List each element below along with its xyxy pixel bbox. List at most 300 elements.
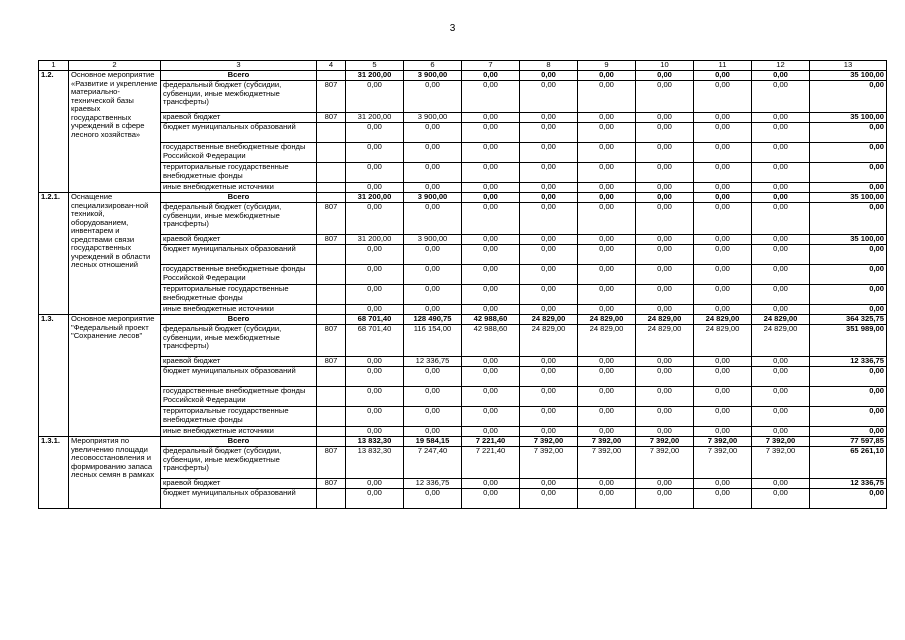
funding-source-label: бюджет муниципальных образований — [161, 367, 317, 387]
total-value: 12 336,75 — [810, 479, 887, 489]
table-row — [39, 203, 887, 235]
header-cell: 2 — [69, 61, 161, 71]
year-value: 0,00 — [752, 245, 810, 265]
kbk-code — [317, 367, 346, 387]
funding-source-label: территориальные государственные внебюджетные фонды — [161, 163, 317, 183]
year-value: 0,00 — [752, 479, 810, 489]
year-value: 0,00 — [752, 357, 810, 367]
year-value: 0,00 — [636, 71, 694, 81]
total-value: 35 100,00 — [810, 193, 887, 203]
total-value: 364 325,75 — [810, 315, 887, 325]
total-value: 35 100,00 — [810, 71, 887, 81]
kbk-code — [317, 265, 346, 285]
funding-source-label: Всего — [161, 71, 317, 81]
year-value: 7 221,40 — [462, 437, 520, 447]
table-row — [39, 387, 887, 407]
funding-source-label: государственные внебюджетные фонды Российской Федерации — [161, 143, 317, 163]
year-value: 0,00 — [462, 143, 520, 163]
header-cell: 3 — [161, 61, 317, 71]
year-value: 0,00 — [578, 235, 636, 245]
kbk-code: 807 — [317, 447, 346, 479]
year-value: 0,00 — [752, 183, 810, 193]
year-value: 0,00 — [636, 183, 694, 193]
year-value: 0,00 — [694, 113, 752, 123]
year-value: 0,00 — [404, 407, 462, 427]
total-value: 0,00 — [810, 387, 887, 407]
year-value: 0,00 — [404, 203, 462, 235]
funding-source-label: краевой бюджет — [161, 235, 317, 245]
year-value: 0,00 — [520, 357, 578, 367]
kbk-code — [317, 193, 346, 203]
year-value: 0,00 — [636, 81, 694, 113]
header-cell: 4 — [317, 61, 346, 71]
year-value: 0,00 — [578, 81, 636, 113]
funding-source-label: иные внебюджетные источники — [161, 427, 317, 437]
year-value: 7 392,00 — [694, 447, 752, 479]
year-value: 0,00 — [694, 183, 752, 193]
year-value: 0,00 — [404, 123, 462, 143]
total-value: 0,00 — [810, 245, 887, 265]
year-value: 0,00 — [404, 163, 462, 183]
header-cell: 11 — [694, 61, 752, 71]
year-value: 0,00 — [520, 81, 578, 113]
year-value: 0,00 — [694, 265, 752, 285]
funding-source-label: федеральный бюджет (субсидии, субвенции, иные межбюджетные трансферты) — [161, 325, 317, 357]
total-value: 0,00 — [810, 203, 887, 235]
table-row — [39, 285, 887, 305]
year-value: 0,00 — [694, 427, 752, 437]
year-value: 0,00 — [694, 305, 752, 315]
year-value: 0,00 — [520, 489, 578, 509]
year-value: 0,00 — [578, 407, 636, 427]
year-value: 0,00 — [520, 183, 578, 193]
year-value: 0,00 — [346, 305, 404, 315]
year-value: 0,00 — [346, 489, 404, 509]
table-row — [39, 143, 887, 163]
year-value: 0,00 — [578, 387, 636, 407]
kbk-code — [317, 387, 346, 407]
funding-source-label: Всего — [161, 315, 317, 325]
kbk-code — [317, 71, 346, 81]
year-value: 24 829,00 — [636, 315, 694, 325]
total-value: 0,00 — [810, 305, 887, 315]
year-value: 7 221,40 — [462, 447, 520, 479]
year-value: 0,00 — [694, 193, 752, 203]
total-value: 0,00 — [810, 427, 887, 437]
table-row — [39, 183, 887, 193]
total-value: 35 100,00 — [810, 235, 887, 245]
section-name: Мероприятия по увеличению площади лесовосстановления и формированию запаса лесных семян в рамках — [69, 437, 161, 509]
year-value: 0,00 — [694, 489, 752, 509]
year-value: 0,00 — [694, 245, 752, 265]
header-cell: 8 — [520, 61, 578, 71]
year-value: 7 392,00 — [578, 437, 636, 447]
year-value: 0,00 — [578, 113, 636, 123]
year-value: 3 900,00 — [404, 193, 462, 203]
year-value: 0,00 — [578, 163, 636, 183]
year-value: 0,00 — [462, 113, 520, 123]
year-value: 7 392,00 — [636, 447, 694, 479]
year-value: 0,00 — [752, 203, 810, 235]
year-value: 0,00 — [346, 163, 404, 183]
year-value: 0,00 — [752, 235, 810, 245]
total-value: 0,00 — [810, 123, 887, 143]
total-value: 0,00 — [810, 265, 887, 285]
year-value: 0,00 — [404, 285, 462, 305]
funding-source-label: иные внебюджетные источники — [161, 183, 317, 193]
year-value: 0,00 — [462, 235, 520, 245]
year-value: 7 392,00 — [694, 437, 752, 447]
kbk-code — [317, 183, 346, 193]
header-cell: 5 — [346, 61, 404, 71]
table-row — [39, 315, 887, 325]
year-value: 0,00 — [346, 203, 404, 235]
funding-source-label: федеральный бюджет (субсидии, субвенции, иные межбюджетные трансферты) — [161, 81, 317, 113]
year-value: 0,00 — [462, 387, 520, 407]
year-value: 0,00 — [752, 407, 810, 427]
year-value: 0,00 — [462, 245, 520, 265]
year-value: 0,00 — [752, 305, 810, 315]
section-name: Основное мероприятие «Развитие и укрепление материально-технической базы краевых государственных учреждений в сфере лесного хозяйства» — [69, 71, 161, 193]
year-value: 0,00 — [752, 163, 810, 183]
table-row — [39, 305, 887, 315]
year-value: 0,00 — [694, 357, 752, 367]
year-value: 24 829,00 — [578, 325, 636, 357]
header-cell: 9 — [578, 61, 636, 71]
year-value: 0,00 — [694, 143, 752, 163]
year-value: 0,00 — [636, 235, 694, 245]
year-value: 31 200,00 — [346, 235, 404, 245]
year-value: 0,00 — [346, 143, 404, 163]
year-value: 0,00 — [346, 407, 404, 427]
year-value: 0,00 — [346, 357, 404, 367]
year-value: 0,00 — [694, 71, 752, 81]
year-value: 0,00 — [752, 143, 810, 163]
year-value: 0,00 — [462, 183, 520, 193]
year-value: 0,00 — [346, 81, 404, 113]
year-value: 7 392,00 — [752, 437, 810, 447]
year-value: 0,00 — [346, 285, 404, 305]
year-value: 0,00 — [578, 203, 636, 235]
year-value: 0,00 — [578, 265, 636, 285]
year-value: 0,00 — [752, 265, 810, 285]
year-value: 0,00 — [694, 235, 752, 245]
kbk-code — [317, 437, 346, 447]
funding-source-label: иные внебюджетные источники — [161, 305, 317, 315]
page-number: 3 — [449, 23, 456, 34]
year-value: 0,00 — [520, 203, 578, 235]
year-value: 12 336,75 — [404, 357, 462, 367]
year-value: 0,00 — [752, 193, 810, 203]
table-row — [39, 325, 887, 357]
year-value: 0,00 — [694, 387, 752, 407]
year-value: 0,00 — [462, 479, 520, 489]
year-value: 0,00 — [346, 479, 404, 489]
year-value: 24 829,00 — [636, 325, 694, 357]
year-value: 0,00 — [636, 245, 694, 265]
year-value: 0,00 — [636, 143, 694, 163]
year-value: 0,00 — [404, 367, 462, 387]
year-value: 0,00 — [578, 143, 636, 163]
year-value: 7 392,00 — [636, 437, 694, 447]
year-value: 0,00 — [520, 193, 578, 203]
year-value: 12 336,75 — [404, 479, 462, 489]
header-cell: 10 — [636, 61, 694, 71]
kbk-code — [317, 305, 346, 315]
header-cell: 1 — [39, 61, 69, 71]
header-row — [39, 61, 887, 71]
year-value: 24 829,00 — [520, 325, 578, 357]
year-value: 7 247,40 — [404, 447, 462, 479]
kbk-code — [317, 489, 346, 509]
year-value: 0,00 — [462, 489, 520, 509]
year-value: 0,00 — [752, 367, 810, 387]
year-value: 0,00 — [636, 427, 694, 437]
year-value: 0,00 — [462, 367, 520, 387]
year-value: 0,00 — [752, 285, 810, 305]
kbk-code: 807 — [317, 357, 346, 367]
section-name: Оснащение специализирован-ной техникой, оборудованием, инвентарем и средствами связи государственных учреждений в области лесных отношений — [69, 193, 161, 315]
year-value: 0,00 — [520, 123, 578, 143]
year-value: 0,00 — [404, 81, 462, 113]
year-value: 0,00 — [520, 427, 578, 437]
kbk-code: 807 — [317, 81, 346, 113]
table-row — [39, 489, 887, 509]
year-value: 7 392,00 — [578, 447, 636, 479]
year-value: 0,00 — [520, 235, 578, 245]
kbk-code: 807 — [317, 113, 346, 123]
year-value: 0,00 — [694, 407, 752, 427]
table-row — [39, 265, 887, 285]
year-value: 0,00 — [404, 245, 462, 265]
year-value: 0,00 — [520, 285, 578, 305]
year-value: 0,00 — [636, 113, 694, 123]
year-value: 0,00 — [694, 479, 752, 489]
header-cell: 7 — [462, 61, 520, 71]
table-row — [39, 123, 887, 143]
year-value: 0,00 — [346, 427, 404, 437]
funding-source-label: государственные внебюджетные фонды Российской Федерации — [161, 265, 317, 285]
year-value: 0,00 — [752, 489, 810, 509]
year-value: 0,00 — [520, 113, 578, 123]
total-value: 0,00 — [810, 183, 887, 193]
funding-source-label: краевой бюджет — [161, 479, 317, 489]
funding-source-label: территориальные государственные внебюджетные фонды — [161, 407, 317, 427]
funding-source-label: краевой бюджет — [161, 357, 317, 367]
year-value: 0,00 — [578, 193, 636, 203]
kbk-code: 807 — [317, 479, 346, 489]
year-value: 0,00 — [520, 479, 578, 489]
year-value: 0,00 — [346, 265, 404, 285]
year-value: 0,00 — [578, 357, 636, 367]
total-value: 77 597,85 — [810, 437, 887, 447]
year-value: 0,00 — [578, 183, 636, 193]
year-value: 0,00 — [694, 203, 752, 235]
year-value: 0,00 — [404, 305, 462, 315]
total-value: 0,00 — [810, 285, 887, 305]
year-value: 7 392,00 — [520, 447, 578, 479]
year-value: 0,00 — [636, 163, 694, 183]
table-row — [39, 71, 887, 81]
kbk-code — [317, 315, 346, 325]
year-value: 0,00 — [636, 367, 694, 387]
year-value: 0,00 — [520, 265, 578, 285]
table-row — [39, 407, 887, 427]
year-value: 0,00 — [346, 183, 404, 193]
year-value: 0,00 — [520, 71, 578, 81]
year-value: 0,00 — [462, 203, 520, 235]
year-value: 7 392,00 — [752, 447, 810, 479]
total-value: 0,00 — [810, 407, 887, 427]
year-value: 128 490,75 — [404, 315, 462, 325]
year-value: 0,00 — [636, 407, 694, 427]
year-value: 0,00 — [636, 265, 694, 285]
year-value: 0,00 — [694, 367, 752, 387]
year-value: 0,00 — [462, 285, 520, 305]
table-row — [39, 81, 887, 113]
year-value: 0,00 — [636, 193, 694, 203]
year-value: 0,00 — [636, 489, 694, 509]
year-value: 0,00 — [520, 143, 578, 163]
section-code: 1.3.1. — [39, 437, 69, 509]
year-value: 116 154,00 — [404, 325, 462, 357]
year-value: 24 829,00 — [752, 325, 810, 357]
year-value: 0,00 — [404, 387, 462, 407]
year-value: 0,00 — [752, 123, 810, 143]
header-cell: 12 — [752, 61, 810, 71]
table-row — [39, 235, 887, 245]
kbk-code — [317, 163, 346, 183]
section-code: 1.3. — [39, 315, 69, 437]
year-value: 0,00 — [578, 427, 636, 437]
funding-source-label: территориальные государственные внебюджетные фонды — [161, 285, 317, 305]
funding-source-label: бюджет муниципальных образований — [161, 245, 317, 265]
year-value: 0,00 — [578, 489, 636, 509]
year-value: 0,00 — [694, 81, 752, 113]
year-value: 7 392,00 — [520, 437, 578, 447]
year-value: 0,00 — [752, 71, 810, 81]
kbk-code: 807 — [317, 325, 346, 357]
year-value: 0,00 — [578, 285, 636, 305]
funding-source-label: бюджет муниципальных образований — [161, 489, 317, 509]
funding-source-label: Всего — [161, 437, 317, 447]
year-value: 0,00 — [462, 305, 520, 315]
year-value: 0,00 — [636, 305, 694, 315]
total-value: 0,00 — [810, 81, 887, 113]
year-value: 0,00 — [636, 203, 694, 235]
year-value: 24 829,00 — [752, 315, 810, 325]
year-value: 0,00 — [404, 143, 462, 163]
year-value: 0,00 — [636, 479, 694, 489]
year-value: 0,00 — [752, 113, 810, 123]
year-value: 13 832,30 — [346, 437, 404, 447]
year-value: 0,00 — [462, 193, 520, 203]
year-value: 0,00 — [578, 123, 636, 143]
year-value: 0,00 — [404, 427, 462, 437]
year-value: 0,00 — [520, 245, 578, 265]
year-value: 0,00 — [694, 163, 752, 183]
year-value: 0,00 — [636, 285, 694, 305]
year-value: 0,00 — [346, 245, 404, 265]
section-code: 1.2.1. — [39, 193, 69, 315]
year-value: 0,00 — [520, 305, 578, 315]
year-value: 24 829,00 — [578, 315, 636, 325]
table-row — [39, 163, 887, 183]
year-value: 0,00 — [520, 407, 578, 427]
year-value: 0,00 — [462, 81, 520, 113]
table-row — [39, 357, 887, 367]
table-row — [39, 427, 887, 437]
year-value: 0,00 — [462, 163, 520, 183]
year-value: 0,00 — [578, 479, 636, 489]
year-value: 0,00 — [578, 367, 636, 387]
year-value: 0,00 — [578, 245, 636, 265]
year-value: 0,00 — [752, 81, 810, 113]
kbk-code: 807 — [317, 203, 346, 235]
table-row — [39, 367, 887, 387]
year-value: 0,00 — [520, 387, 578, 407]
total-value: 0,00 — [810, 163, 887, 183]
total-value: 12 336,75 — [810, 357, 887, 367]
funding-source-label: государственные внебюджетные фонды Российской Федерации — [161, 387, 317, 407]
kbk-code — [317, 123, 346, 143]
header-cell: 6 — [404, 61, 462, 71]
year-value: 42 988,60 — [462, 325, 520, 357]
table-row — [39, 245, 887, 265]
year-value: 0,00 — [636, 123, 694, 143]
year-value: 68 701,40 — [346, 315, 404, 325]
funding-source-label: Всего — [161, 193, 317, 203]
year-value: 68 701,40 — [346, 325, 404, 357]
year-value: 3 900,00 — [404, 235, 462, 245]
funding-source-label: федеральный бюджет (субсидии, субвенции, иные межбюджетные трансферты) — [161, 203, 317, 235]
year-value: 0,00 — [346, 387, 404, 407]
section-code: 1.2. — [39, 71, 69, 193]
year-value: 42 988,60 — [462, 315, 520, 325]
year-value: 0,00 — [752, 427, 810, 437]
year-value: 0,00 — [462, 265, 520, 285]
total-value: 0,00 — [810, 489, 887, 509]
table-row — [39, 193, 887, 203]
year-value: 0,00 — [694, 123, 752, 143]
funding-source-label: краевой бюджет — [161, 113, 317, 123]
year-value: 0,00 — [462, 357, 520, 367]
section-name: Основное мероприятие "Федеральный проект "Сохранение лесов" — [69, 315, 161, 437]
year-value: 3 900,00 — [404, 71, 462, 81]
year-value: 0,00 — [346, 123, 404, 143]
table-row — [39, 479, 887, 489]
total-value: 0,00 — [810, 367, 887, 387]
year-value: 0,00 — [462, 71, 520, 81]
funding-source-label: бюджет муниципальных образований — [161, 123, 317, 143]
total-value: 65 261,10 — [810, 447, 887, 479]
year-value: 0,00 — [520, 163, 578, 183]
year-value: 0,00 — [346, 367, 404, 387]
year-value: 0,00 — [694, 285, 752, 305]
funding-table — [38, 60, 887, 509]
table-row — [39, 113, 887, 123]
kbk-code — [317, 143, 346, 163]
table-row — [39, 437, 887, 447]
year-value: 19 584,15 — [404, 437, 462, 447]
kbk-code — [317, 407, 346, 427]
year-value: 0,00 — [404, 265, 462, 285]
year-value: 0,00 — [462, 123, 520, 143]
year-value: 0,00 — [404, 183, 462, 193]
year-value: 3 900,00 — [404, 113, 462, 123]
kbk-code: 807 — [317, 235, 346, 245]
year-value: 0,00 — [752, 387, 810, 407]
